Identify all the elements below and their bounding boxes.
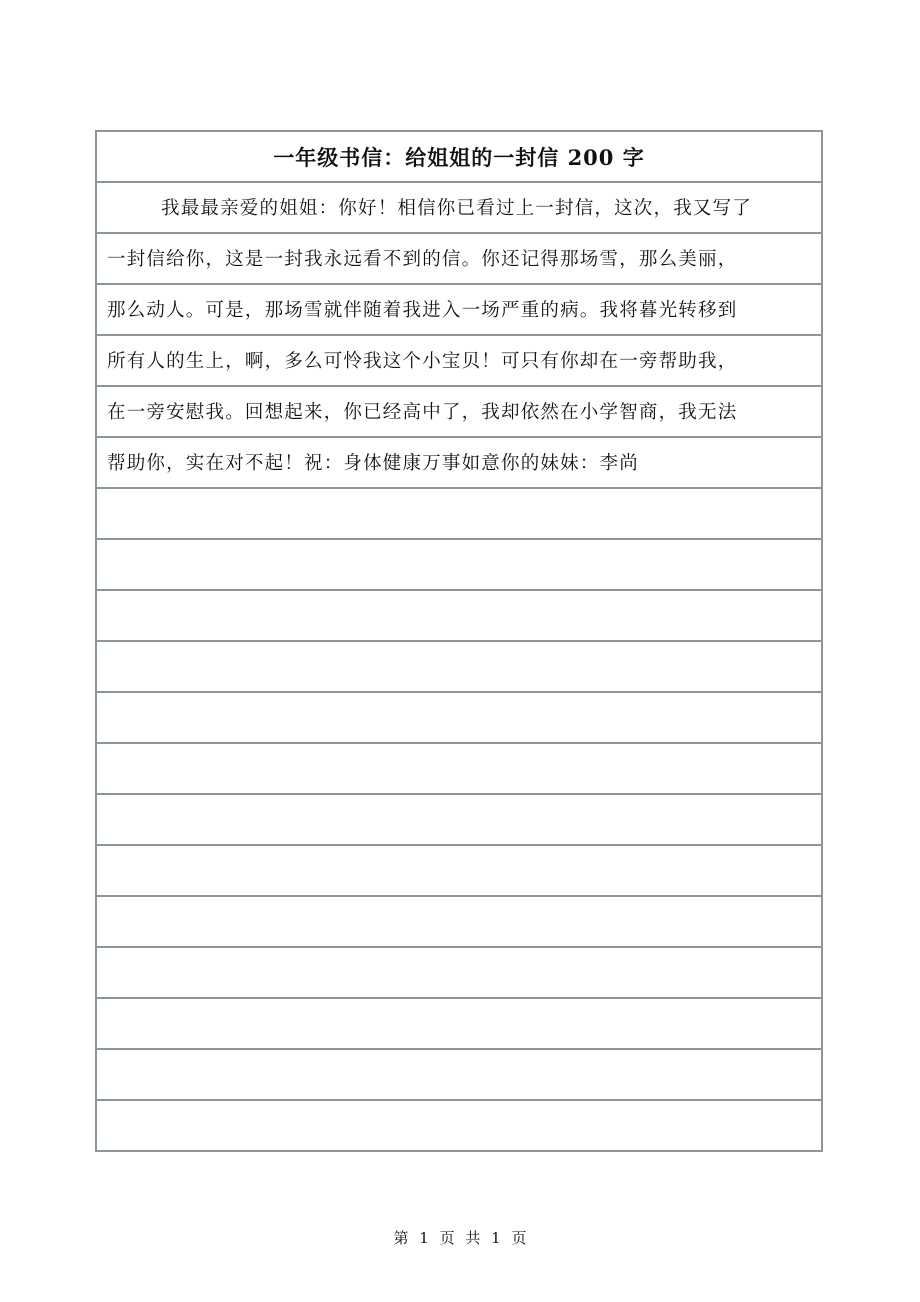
blank-ruled-line: [97, 540, 821, 591]
blank-ruled-line: [97, 693, 821, 744]
blank-ruled-line: [97, 591, 821, 642]
document-title: 一年级书信：给姐姐的一封信 200 字: [97, 132, 821, 183]
blank-ruled-line: [97, 642, 821, 693]
text-line-5: 在一旁安慰我。回想起来，你已经高中了，我却依然在小学智商，我无法: [97, 387, 821, 438]
text-line-4: 所有人的生上，啊，多么可怜我这个小宝贝！可只有你却在一旁帮助我，: [97, 336, 821, 387]
text-line-6: 帮助你，实在对不起！祝：身体健康万事如意你的妹妹：李尚: [97, 438, 821, 489]
blank-ruled-line: [97, 744, 821, 795]
blank-ruled-line: [97, 795, 821, 846]
text-line-1: 我最最亲爱的姐姐：你好！相信你已看过上一封信，这次，我又写了: [97, 183, 821, 234]
blank-ruled-line: [97, 948, 821, 999]
blank-ruled-line: [97, 1050, 821, 1101]
blank-ruled-line: [97, 1101, 821, 1152]
blank-ruled-line: [97, 897, 821, 948]
blank-ruled-line: [97, 489, 821, 540]
text-line-2: 一封信给你，这是一封我永远看不到的信。你还记得那场雪，那么美丽，: [97, 234, 821, 285]
letter-sheet: [95, 130, 823, 1152]
blank-ruled-line: [97, 999, 821, 1050]
text-line-3: 那么动人。可是，那场雪就伴随着我进入一场严重的病。我将暮光转移到: [97, 285, 821, 336]
blank-ruled-line: [97, 846, 821, 897]
page-indicator: 第 1 页 共 1 页: [393, 1229, 527, 1247]
